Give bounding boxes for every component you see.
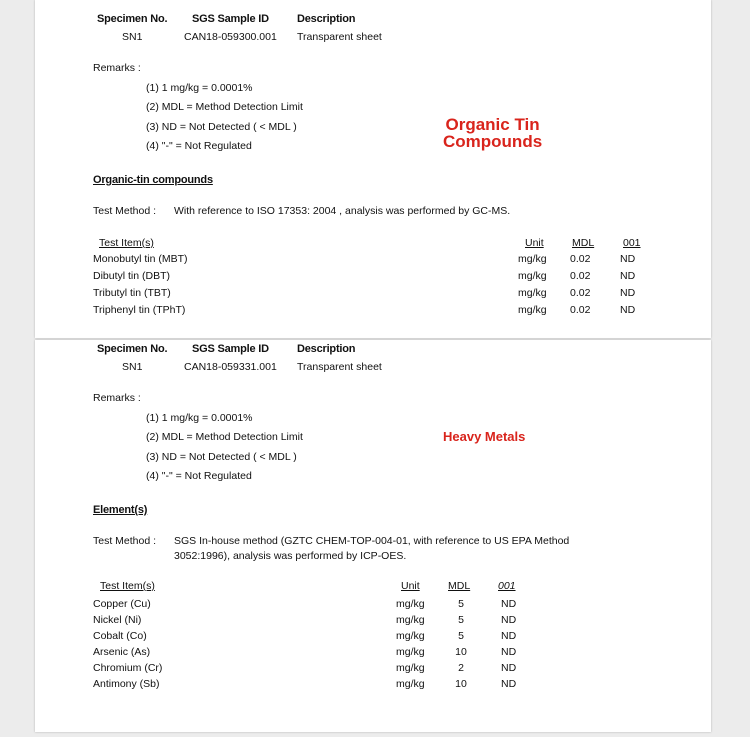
remarks-label: Remarks :: [93, 392, 141, 404]
row-item: Tributyl tin (TBT): [93, 287, 171, 299]
row-item: Copper (Cu): [93, 598, 151, 610]
sample-id-header: SGS Sample ID: [192, 13, 269, 25]
remark-item: (4) "-" = Not Regulated: [146, 140, 252, 152]
remark-item: (3) ND = Not Detected ( < MDL ): [146, 121, 297, 133]
section-title: Organic-tin compounds: [93, 174, 213, 186]
row-unit: mg/kg: [396, 598, 425, 610]
remark-item: (3) ND = Not Detected ( < MDL ): [146, 451, 297, 463]
remark-item: (2) MDL = Method Detection Limit: [146, 101, 303, 113]
col-header-mdl: MDL: [448, 580, 471, 592]
row-mdl: 5: [458, 614, 464, 626]
row-result: ND: [501, 662, 517, 674]
col-header-mdl: MDL: [572, 237, 595, 249]
row-result: ND: [620, 304, 636, 316]
row-result: ND: [620, 253, 636, 265]
row-item: Chromium (Cr): [93, 662, 163, 674]
remark-item: (2) MDL = Method Detection Limit: [146, 431, 303, 443]
row-mdl: 0.02: [570, 253, 591, 265]
row-item: Triphenyl tin (TPhT): [93, 304, 186, 316]
specimen-no-value: SN1: [122, 31, 143, 43]
row-unit: mg/kg: [396, 630, 425, 642]
remark-item: (1) 1 mg/kg = 0.0001%: [146, 412, 253, 424]
row-mdl: 10: [455, 646, 467, 658]
remark-item: (4) "-" = Not Regulated: [146, 470, 252, 482]
row-item: Antimony (Sb): [93, 678, 160, 690]
stamp-line: Organic Tin: [445, 115, 540, 134]
row-result: ND: [501, 598, 517, 610]
stamp-line: Compounds: [443, 132, 543, 151]
row-item: Cobalt (Co): [93, 630, 147, 642]
sample-id-value: CAN18-059300.001: [184, 31, 277, 43]
row-result: ND: [501, 614, 517, 626]
row-item: Monobutyl tin (MBT): [93, 253, 188, 265]
stamp-line: Heavy Metals: [443, 429, 526, 444]
row-mdl: 5: [458, 630, 464, 642]
test-method-label: Test Method :: [93, 535, 157, 547]
row-unit: mg/kg: [396, 662, 425, 674]
row-mdl: 10: [455, 678, 467, 690]
col-header-test-item: Test Item(s): [99, 237, 154, 249]
col-header-test-item: Test Item(s): [100, 580, 155, 592]
remark-item: (1) 1 mg/kg = 0.0001%: [146, 82, 253, 94]
section-title: Element(s): [93, 504, 148, 516]
row-mdl: 2: [458, 662, 464, 674]
specimen-no-header: Specimen No.: [97, 13, 168, 25]
remarks-label: Remarks :: [93, 62, 141, 74]
specimen-no-header: Specimen No.: [97, 343, 168, 355]
test-method-label: Test Method :: [93, 205, 157, 217]
row-result: ND: [501, 646, 517, 658]
report-page-heavy-metals: [35, 340, 711, 732]
col-header-result: 001: [623, 237, 641, 249]
row-mdl: 5: [458, 598, 464, 610]
row-result: ND: [501, 630, 517, 642]
row-unit: mg/kg: [518, 253, 547, 265]
col-header-unit: Unit: [525, 237, 544, 249]
description-header: Description: [297, 343, 356, 355]
row-mdl: 0.02: [570, 304, 591, 316]
description-value: Transparent sheet: [297, 361, 382, 373]
organic-tin-stamp: [443, 116, 542, 150]
row-mdl: 0.02: [570, 287, 591, 299]
row-result: ND: [620, 270, 636, 282]
sample-id-value: CAN18-059331.001: [184, 361, 277, 373]
row-result: ND: [620, 287, 636, 299]
col-header-result: 001: [498, 580, 516, 592]
test-method-text: With reference to ISO 17353: 2004 , analysis was performed by GC-MS.: [174, 205, 511, 217]
description-header: Description: [297, 13, 356, 25]
row-result: ND: [501, 678, 517, 690]
test-method-text: 3052:1996), analysis was performed by ICP-OES.: [174, 550, 407, 562]
row-unit: mg/kg: [518, 270, 547, 282]
row-item: Dibutyl tin (DBT): [93, 270, 171, 282]
row-item: Arsenic (As): [93, 646, 151, 658]
row-unit: mg/kg: [396, 614, 425, 626]
row-item: Nickel (Ni): [93, 614, 142, 626]
description-value: Transparent sheet: [297, 31, 382, 43]
row-unit: mg/kg: [396, 678, 425, 690]
sample-id-header: SGS Sample ID: [192, 343, 269, 355]
heavy-metals-stamp: [443, 429, 525, 444]
col-header-unit: Unit: [401, 580, 420, 592]
specimen-no-value: SN1: [122, 361, 143, 373]
row-unit: mg/kg: [518, 304, 547, 316]
report-page-organic-tin: [35, 0, 711, 338]
row-unit: mg/kg: [396, 646, 425, 658]
row-unit: mg/kg: [518, 287, 547, 299]
test-method-text: SGS In-house method (GZTC CHEM-TOP-004-01, with reference to US EPA Method: [174, 535, 570, 547]
row-mdl: 0.02: [570, 270, 591, 282]
